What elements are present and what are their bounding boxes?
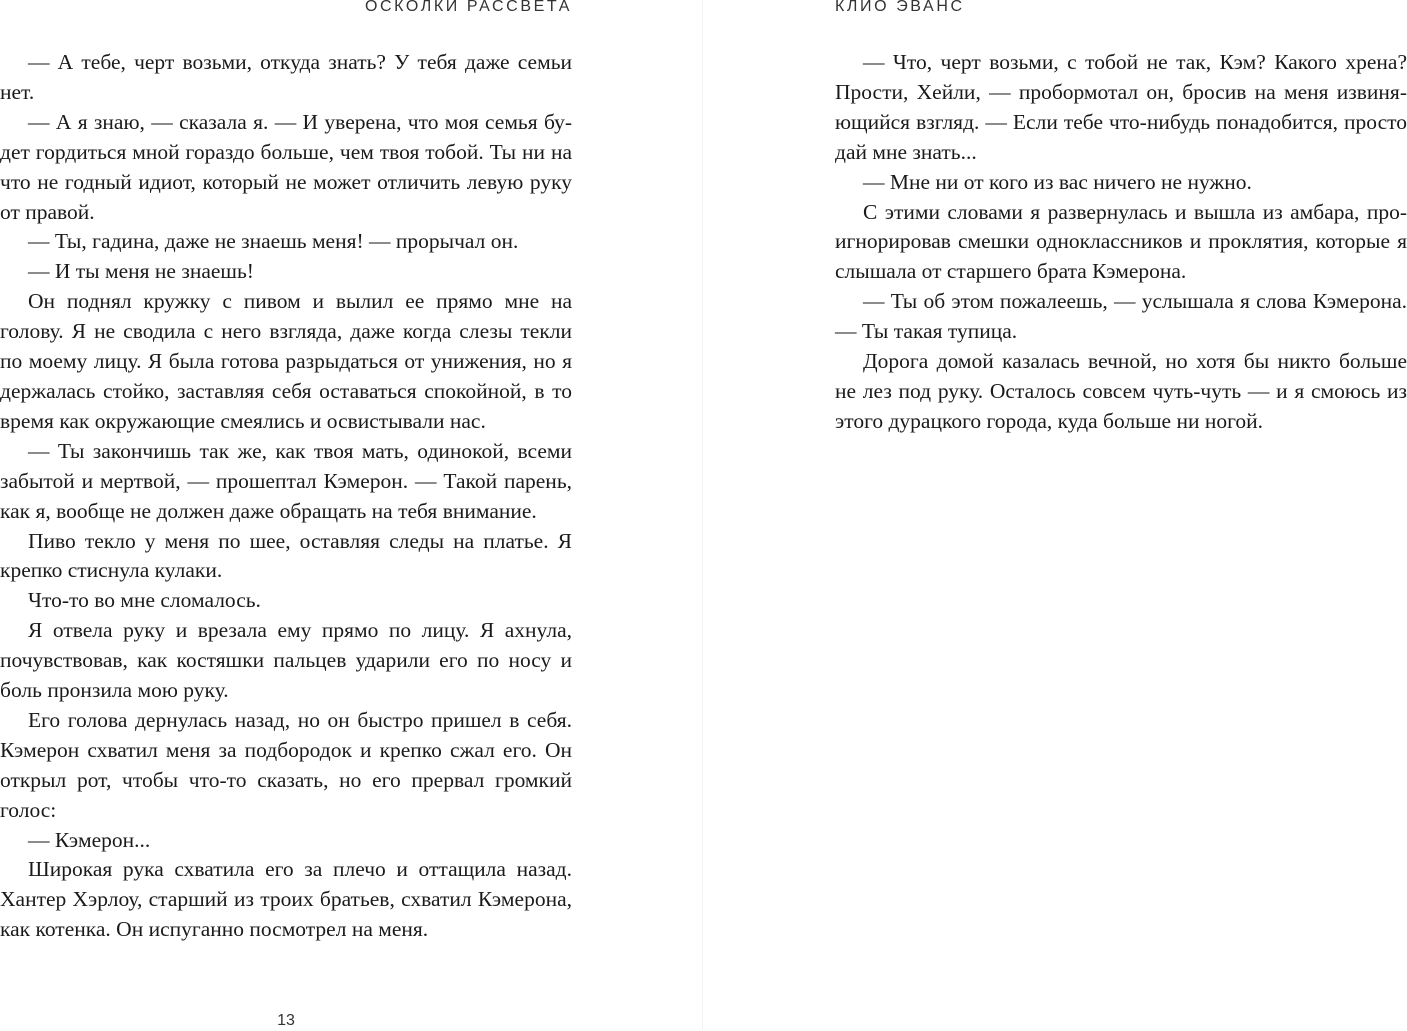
page-number: 13 (277, 1012, 295, 1029)
book-gutter (702, 0, 703, 1029)
running-head-author: КЛИО ЭВАНС (835, 0, 965, 15)
paragraph: С этими словами я развернулась и вышла из амбара, проигнорировав смешки одноклассников и проклятия, которые я слышала от старшего брата Кэмерона. (835, 199, 1407, 284)
paragraph: — Что, черт возьми, с тобой не так, Кэм? Какого хрена? Прости, Хейли, — пробормотал он, бросив на меня извиняющийся взгляд. — Если тебе что-нибудь понадобится, просто дай мне знать... (835, 50, 1407, 164)
paragraph: — Кэмерон... (28, 827, 151, 852)
running-head-book-title: ОСКОЛКИ РАССВЕТА (364, 0, 572, 15)
paragraph: Пиво текло у меня по шее, оставляя следы на платье. Я крепко стиснула кулаки. (0, 528, 572, 583)
left-page-body (0, 48, 572, 945)
paragraph: Я отвела руку и врезала ему прямо по лицу. Я ахнула, почувствовав, как костяшки пальцев ударили его по носу и боль пронзила мою руку. (0, 618, 572, 703)
paragraph: — А тебе, черт возьми, откуда знать? У тебя даже семьи нет. (0, 50, 572, 104)
paragraph: Он поднял кружку с пивом и вылил ее прямо мне на голову. Я не сводила с него взгляда, даже когда слезы текли по моему лицу. Я была готова разрыдаться от унижения, но я держалась стойко, заставляя себя оставаться спокойной, в то время как окружающие смеялись и освистывали нас. (0, 289, 572, 433)
right-page (835, 0, 1407, 1029)
paragraph: — Ты, гадина, даже не знаешь меня! — прорычал он. (28, 229, 519, 254)
paragraph: — И ты меня не знаешь! (28, 259, 254, 284)
paragraph: — А я знаю, — сказала я. — И уверена, что моя семья будет гордиться мной гораздо больше, чем твоя тобой. Ты ни на что не годный идиот, который не может отличить левую руку от правой. (0, 109, 572, 224)
left-page (0, 0, 572, 1029)
right-page-body (835, 48, 1407, 437)
paragraph: Дорога домой казалась вечной, но хотя бы никто больше не лез под руку. Осталось совсем чуть-чуть — и я смоюсь из этого дурацкого города, куда больше ни ногой. (835, 349, 1407, 433)
paragraph: Что-то во мне сломалось. (28, 588, 261, 613)
paragraph: Широкая рука схватила его за плечо и оттащила назад. Хантер Хэрлоу, старший из троих братьев, схватил Кэмерона, как котенка. Он испуганно посмотрел на меня. (0, 857, 572, 942)
paragraph: — Мне ни от кого из вас ничего не нужно. (863, 169, 1252, 194)
paragraph: Его голова дернулась назад, но он быстро пришел в себя. Кэмерон схватил меня за подбородок и крепко сжал его. Он открыл рот, чтобы что-то сказать, но его прервал громкий голос: (0, 707, 572, 822)
paragraph: — Ты закончишь так же, как твоя мать, одинокой, всеми забытой и мертвой, — прошептал Кэмерон. — Такой парень, как я, вообще не должен даже обращать на тебя внимание. (0, 438, 572, 523)
paragraph: — Ты об этом пожалеешь, — услышала я слова Кэмерона. — Ты такая тупица. (835, 289, 1407, 344)
